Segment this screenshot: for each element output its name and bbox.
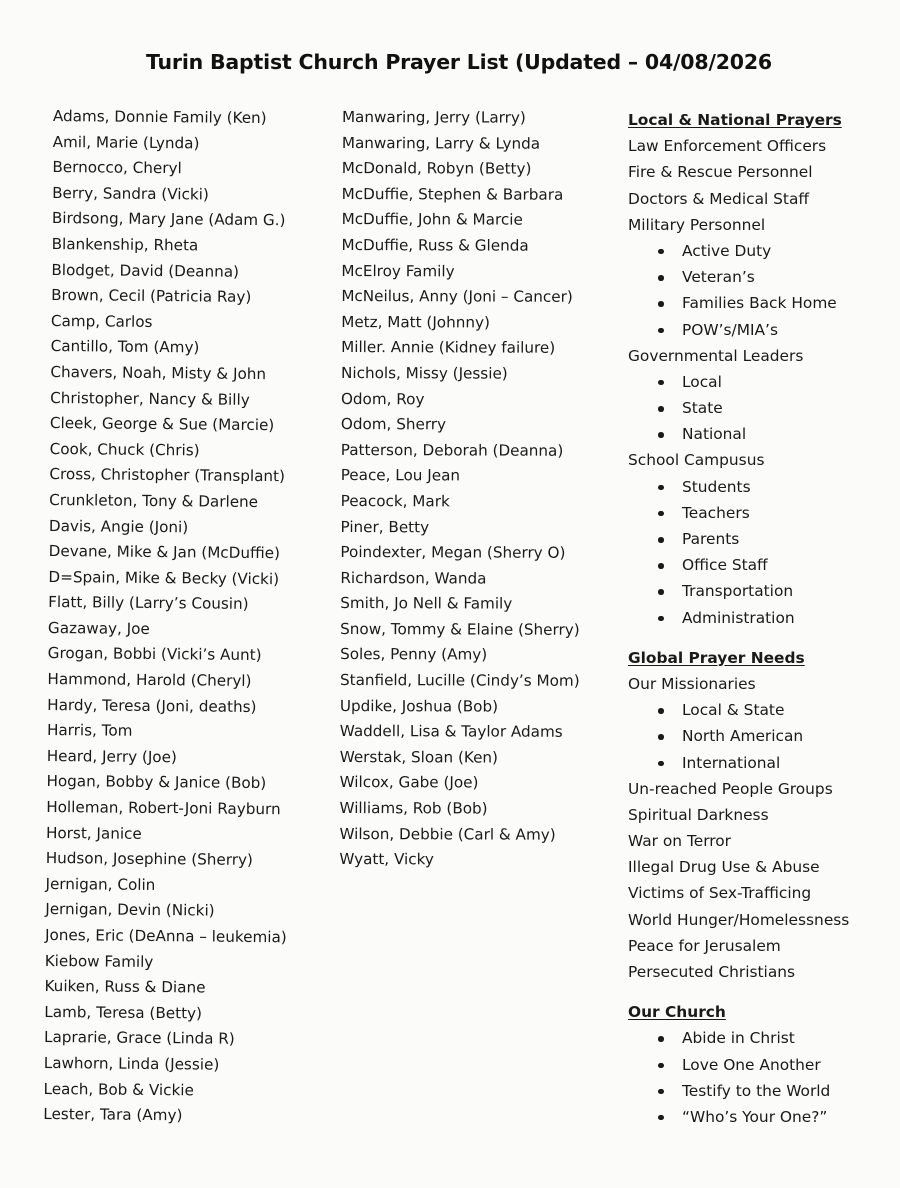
bullet-item-label: Love One Another (682, 1055, 821, 1074)
bullet-item-label: Transportation (682, 582, 794, 601)
bullet-item (628, 1078, 849, 1104)
prayer-name-entry: Williams, Rob (Bob) (339, 799, 488, 818)
prayer-name-entry: Horst, Janice (45, 823, 142, 843)
prayer-topic-item: War on Terror (628, 832, 731, 851)
prayer-name-entry: Lamb, Teresa (Betty) (44, 1002, 203, 1023)
bullet-item (628, 290, 849, 316)
prayer-name-entry: Stanfield, Lucille (Cindy’s Mom) (339, 671, 580, 690)
bullet-item (628, 317, 849, 343)
prayer-name-entry: Birdsong, Mary Jane (Adam G.) (51, 209, 286, 230)
prayer-name-entry: Waddell, Lisa & Taylor Adams (339, 722, 563, 742)
bullet-item (628, 1104, 849, 1130)
prayer-name-entry: Berry, Sandra (Vicki) (52, 183, 209, 204)
prayer-name-entry: Harris, Tom (46, 721, 133, 741)
prayer-name-entry: McDonald, Robyn (Betty) (341, 159, 532, 178)
bullet-item-label: “Who’s Your One?” (682, 1107, 828, 1126)
bullet-item-label: Families Back Home (682, 294, 837, 313)
bullet-item-label: National (682, 425, 747, 444)
prayer-topic-item: Our Missionaries (628, 674, 756, 693)
prayer-name-entry: Jernigan, Devin (Nicki) (45, 900, 215, 920)
prayer-name-entry: Laprarie, Grace (Linda R) (43, 1028, 235, 1049)
prayer-name-entry: Miller. Annie (Kidney failure) (341, 338, 556, 358)
prayer-name-entry: D=Spain, Mike & Becky (Vicki) (48, 567, 280, 588)
bullet-item-label: Testify to the World (682, 1081, 831, 1100)
prayer-topic-item: Law Enforcement Officers (628, 137, 827, 156)
prayer-name-entry: Patterson, Deborah (Deanna) (340, 440, 564, 460)
prayer-name-entry: McElroy Family (341, 261, 455, 280)
prayer-name-entry: Manwaring, Larry & Lynda (341, 133, 541, 153)
bullet-item (628, 750, 849, 776)
prayer-name-entry: Crunkleton, Tony & Darlene (49, 490, 259, 511)
prayer-name-entry: Amil, Marie (Lynda) (52, 132, 200, 153)
prayer-names-column-1 (43, 104, 295, 1130)
prayer-name-entry: Peacock, Mark (340, 491, 450, 511)
prayer-topic-item: Illegal Drug Use & Abuse (628, 858, 820, 877)
prayer-name-entry: Hammond, Harold (Cheryl) (47, 670, 252, 690)
section-spacer (628, 631, 849, 645)
prayer-name-entry: Gazaway, Joe (47, 618, 150, 638)
prayer-name-entry: Piner, Betty (340, 517, 430, 536)
bullet-item-label: Parents (682, 530, 740, 548)
prayer-name-entry: Cross, Christopher (Transplant) (49, 465, 286, 486)
bullet-item (628, 552, 849, 578)
prayer-name-entry: McDuffie, Russ & Glenda (341, 235, 529, 255)
prayer-topic-item: Doctors & Medical Staff (628, 189, 810, 208)
prayer-name-entry: Devane, Mike & Jan (McDuffie) (48, 542, 281, 563)
prayer-name-entry: McDuffie, John & Marcie (341, 210, 523, 230)
prayer-name-entry: Hudson, Josephine (Sherry) (45, 849, 253, 870)
prayer-name-entry: Camp, Carlos (50, 311, 153, 331)
prayer-topic-item: Victims of Sex-Trafficing (628, 884, 812, 903)
prayer-topic-item: Peace for Jerusalem (628, 936, 781, 955)
bullet-item (628, 1025, 849, 1051)
prayer-name-entry: Poindexter, Megan (Sherry O) (340, 543, 566, 562)
prayer-name-entry: Kiebow Family (44, 951, 154, 971)
prayer-name-entry: Blankenship, Rheta (51, 234, 199, 255)
bullet-item (628, 578, 849, 604)
bullet-item-label: Active Duty (682, 241, 772, 260)
page-title: Turin Baptist Church Prayer List (Updated – 04/08/2026 (146, 50, 772, 74)
prayer-name-entry: McNeilus, Anny (Joni – Cancer) (341, 287, 573, 306)
bullet-item (628, 395, 849, 421)
prayer-name-entry: Bernocco, Cheryl (52, 158, 182, 178)
bullet-item (628, 238, 849, 264)
prayer-name-entry: Metz, Matt (Johnny) (341, 312, 490, 332)
bullet-item-label: International (682, 753, 781, 772)
section-spacer (628, 985, 849, 999)
prayer-name-entry: Smith, Jo Nell & Family (340, 594, 513, 613)
section-heading: Local & National Prayers (628, 111, 842, 129)
prayer-name-entry: Christopher, Nancy & Billy (50, 388, 250, 409)
prayer-name-entry: Nichols, Missy (Jessie) (341, 363, 508, 383)
prayer-names-column-2 (339, 105, 581, 874)
prayer-name-entry: Odom, Roy (340, 389, 425, 408)
prayer-name-entry: McDuffie, Stephen & Barbara (341, 184, 564, 204)
bullet-item (628, 723, 849, 749)
prayer-name-entry: Werstak, Sloan (Ken) (339, 747, 499, 767)
prayer-name-entry: Lester, Tara (Amy) (43, 1105, 183, 1125)
prayer-name-entry: Davis, Angie (Joni) (48, 516, 189, 536)
prayer-topic-item: Military Personnel (628, 215, 766, 234)
bullet-item-label: Veteran’s (682, 268, 755, 287)
prayer-name-entry: Hogan, Bobby & Janice (Bob) (46, 772, 267, 793)
prayer-name-entry: Updike, Joshua (Bob) (339, 696, 499, 716)
prayer-name-entry: Odom, Sherry (340, 415, 447, 434)
prayer-name-entry: Wyatt, Vicky (339, 850, 434, 869)
prayer-name-entry: Peace, Lou Jean (340, 466, 461, 485)
prayer-topics-column (628, 107, 849, 1130)
section-heading: Global Prayer Needs (628, 648, 805, 667)
bullet-item-label: Students (682, 477, 751, 496)
bullet-item-label: Teachers (682, 503, 750, 522)
prayer-name-entry: Brown, Cecil (Patricia Ray) (51, 286, 252, 307)
prayer-topic-item: School Campusus (628, 451, 765, 470)
bullet-item (628, 264, 849, 290)
bullet-item (628, 1052, 849, 1078)
prayer-name-entry: Wilcox, Gabe (Joe) (339, 773, 479, 792)
bullet-item-label: North American (682, 727, 804, 746)
bullet-item-label: Local & State (682, 701, 785, 720)
prayer-name-entry: Chavers, Noah, Misty & John (50, 362, 267, 383)
bullet-item (628, 526, 849, 552)
prayer-name-entry: Cantillo, Tom (Amy) (50, 337, 200, 357)
bullet-item (628, 474, 849, 500)
prayer-name-entry: Manwaring, Jerry (Larry) (341, 107, 526, 127)
bullet-item-label: Local (682, 372, 722, 391)
prayer-name-entry: Soles, Penny (Amy) (340, 645, 488, 664)
bullet-item-label: POW’s/MIA’s (682, 320, 778, 339)
prayer-name-entry: Blodget, David (Deanna) (51, 260, 240, 281)
prayer-topic-item: Spiritual Darkness (628, 805, 769, 824)
bullet-item (628, 369, 849, 395)
prayer-name-entry: Flatt, Billy (Larry’s Cousin) (48, 593, 249, 614)
bullet-item (628, 500, 849, 526)
prayer-name-entry: Adams, Donnie Family (Ken) (52, 106, 267, 128)
prayer-name-entry: Holleman, Robert-Joni Rayburn (46, 797, 281, 819)
prayer-name-entry: Richardson, Wanda (340, 568, 487, 588)
prayer-topic-item: Governmental Leaders (628, 346, 804, 365)
bullet-item (628, 605, 849, 631)
prayer-topic-item: Un-reached People Groups (628, 779, 833, 798)
prayer-name-entry: Grogan, Bobbi (Vicki’s Aunt) (47, 644, 262, 665)
prayer-name-entry: Jernigan, Colin (45, 874, 156, 894)
bullet-item-label: Administration (682, 608, 795, 627)
bullet-item-label: Office Staff (682, 556, 768, 575)
prayer-name-entry: Snow, Tommy & Elaine (Sherry) (340, 619, 580, 639)
prayer-topic-item: Fire & Rescue Personnel (628, 163, 813, 182)
prayer-topic-item: World Hunger/Homelessness (628, 910, 850, 929)
prayer-name-entry: Kuiken, Russ & Diane (44, 977, 206, 997)
prayer-name-entry: Hardy, Teresa (Joni, deaths) (47, 695, 257, 716)
prayer-topic-item: Persecuted Christians (628, 963, 796, 981)
prayer-name-entry: Cleek, George & Sue (Marcie) (49, 414, 275, 435)
bullet-item-label: Abide in Christ (682, 1029, 795, 1048)
prayer-name-entry: Lawhorn, Linda (Jessie) (43, 1053, 220, 1074)
prayer-name-entry: Wilson, Debbie (Carl & Amy) (339, 824, 556, 844)
prayer-name-entry: Cook, Chuck (Chris) (49, 439, 200, 460)
bullet-item (628, 697, 849, 723)
bullet-item (628, 421, 849, 447)
section-heading: Our Church (628, 1003, 726, 1022)
prayer-name-entry: Heard, Jerry (Joe) (46, 746, 177, 767)
prayer-name-entry: Jones, Eric (DeAnna – leukemia) (44, 925, 287, 947)
prayer-name-entry: Leach, Bob & Vickie (43, 1079, 194, 1099)
bullet-item-label: State (682, 399, 723, 418)
